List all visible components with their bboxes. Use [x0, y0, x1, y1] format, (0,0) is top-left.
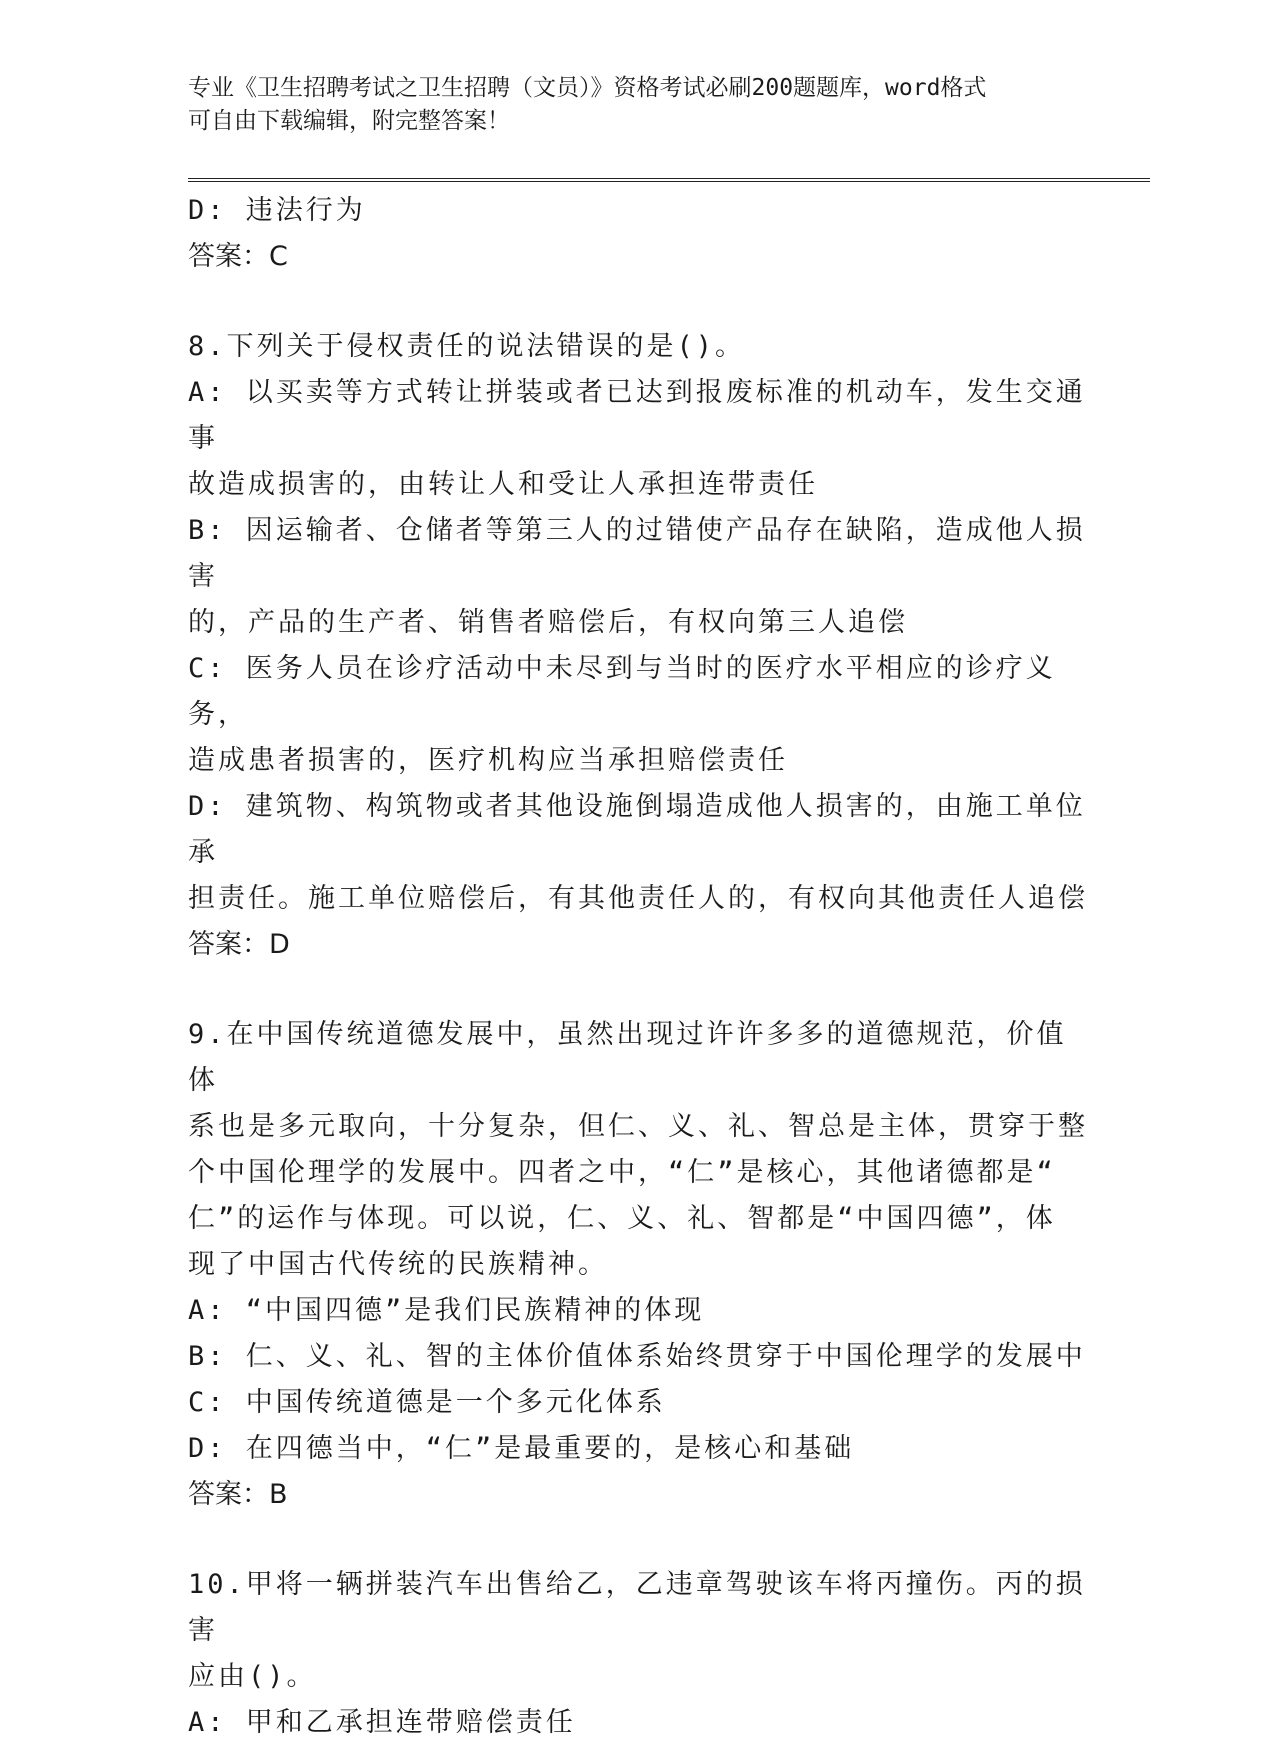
q9-option-d: D: 在四德当中，“仁”是最重要的，是核心和基础	[188, 1433, 855, 1464]
q9-stem-cont: 系也是多元取向，十分复杂，但仁、义、礼、智总是主体，贯穿于整	[188, 1111, 1088, 1142]
q8-option-d: D: 建筑物、构筑物或者其他设施倒塌造成他人损害的，由施工单位承	[188, 791, 1086, 868]
q8-option-b-cont: 的，产品的生产者、销售者赔偿后，有权向第三人追偿	[188, 607, 908, 638]
q8-option-b: B: 因运输者、仓储者等第三人的过错使产品存在缺陷，造成他人损害	[188, 515, 1086, 592]
q8-option-c-cont: 造成患者损害的，医疗机构应当承担赔偿责任	[188, 745, 788, 776]
q8-option-a-cont: 故造成损害的，由转让人和受让人承担连带责任	[188, 469, 818, 500]
header-line-1: 专业《卫生招聘考试之卫生招聘（文员）》资格考试必刷200题题库，word格式	[188, 75, 987, 101]
q9-stem-cont: 仁”的运作与体现。可以说，仁、义、礼、智都是“中国四德”，体	[188, 1203, 1056, 1234]
q8-option-d-cont: 担责任。施工单位赔偿后，有其他责任人的，有权向其他责任人追偿	[188, 883, 1088, 914]
q9-stem-cont: 个中国伦理学的发展中。四者之中，“仁”是核心，其他诸德都是“	[188, 1157, 1056, 1188]
q8-option-a: A: 以买卖等方式转让拼装或者已达到报废标准的机动车，发生交通事	[188, 377, 1086, 454]
q10-stem-cont: 应由()。	[188, 1661, 317, 1692]
q10-stem: 10.甲将一辆拼装汽车出售给乙，乙违章驾驶该车将丙撞伤。丙的损害	[188, 1569, 1086, 1646]
prev-option-d: D: 违法行为	[188, 195, 366, 226]
q9-answer: 答案：B	[188, 1479, 288, 1510]
q9-option-a: A: “中国四德”是我们民族精神的体现	[188, 1295, 705, 1326]
q8-option-c: C: 医务人员在诊疗活动中未尽到与当时的医疗水平相应的诊疗义务，	[188, 653, 1056, 730]
header-divider	[188, 178, 1150, 182]
q9-stem-cont: 现了中国古代传统的民族精神。	[188, 1249, 608, 1280]
question-content	[188, 188, 1088, 1746]
q9-option-c: C: 中国传统道德是一个多元化体系	[188, 1387, 666, 1418]
page-header	[188, 72, 1068, 138]
q8-stem: 8.下列关于侵权责任的说法错误的是()。	[188, 331, 746, 362]
prev-answer: 答案：C	[188, 241, 288, 272]
q9-stem: 9.在中国传统道德发展中，虽然出现过许许多多的道德规范，价值体	[188, 1019, 1067, 1096]
q9-option-b: B: 仁、义、礼、智的主体价值体系始终贯穿于中国伦理学的发展中	[188, 1341, 1086, 1372]
q8-answer: 答案：D	[188, 929, 290, 960]
q10-option-a: A: 甲和乙承担连带赔偿责任	[188, 1707, 576, 1738]
header-line-2: 可自由下载编辑，附完整答案！	[188, 108, 510, 134]
